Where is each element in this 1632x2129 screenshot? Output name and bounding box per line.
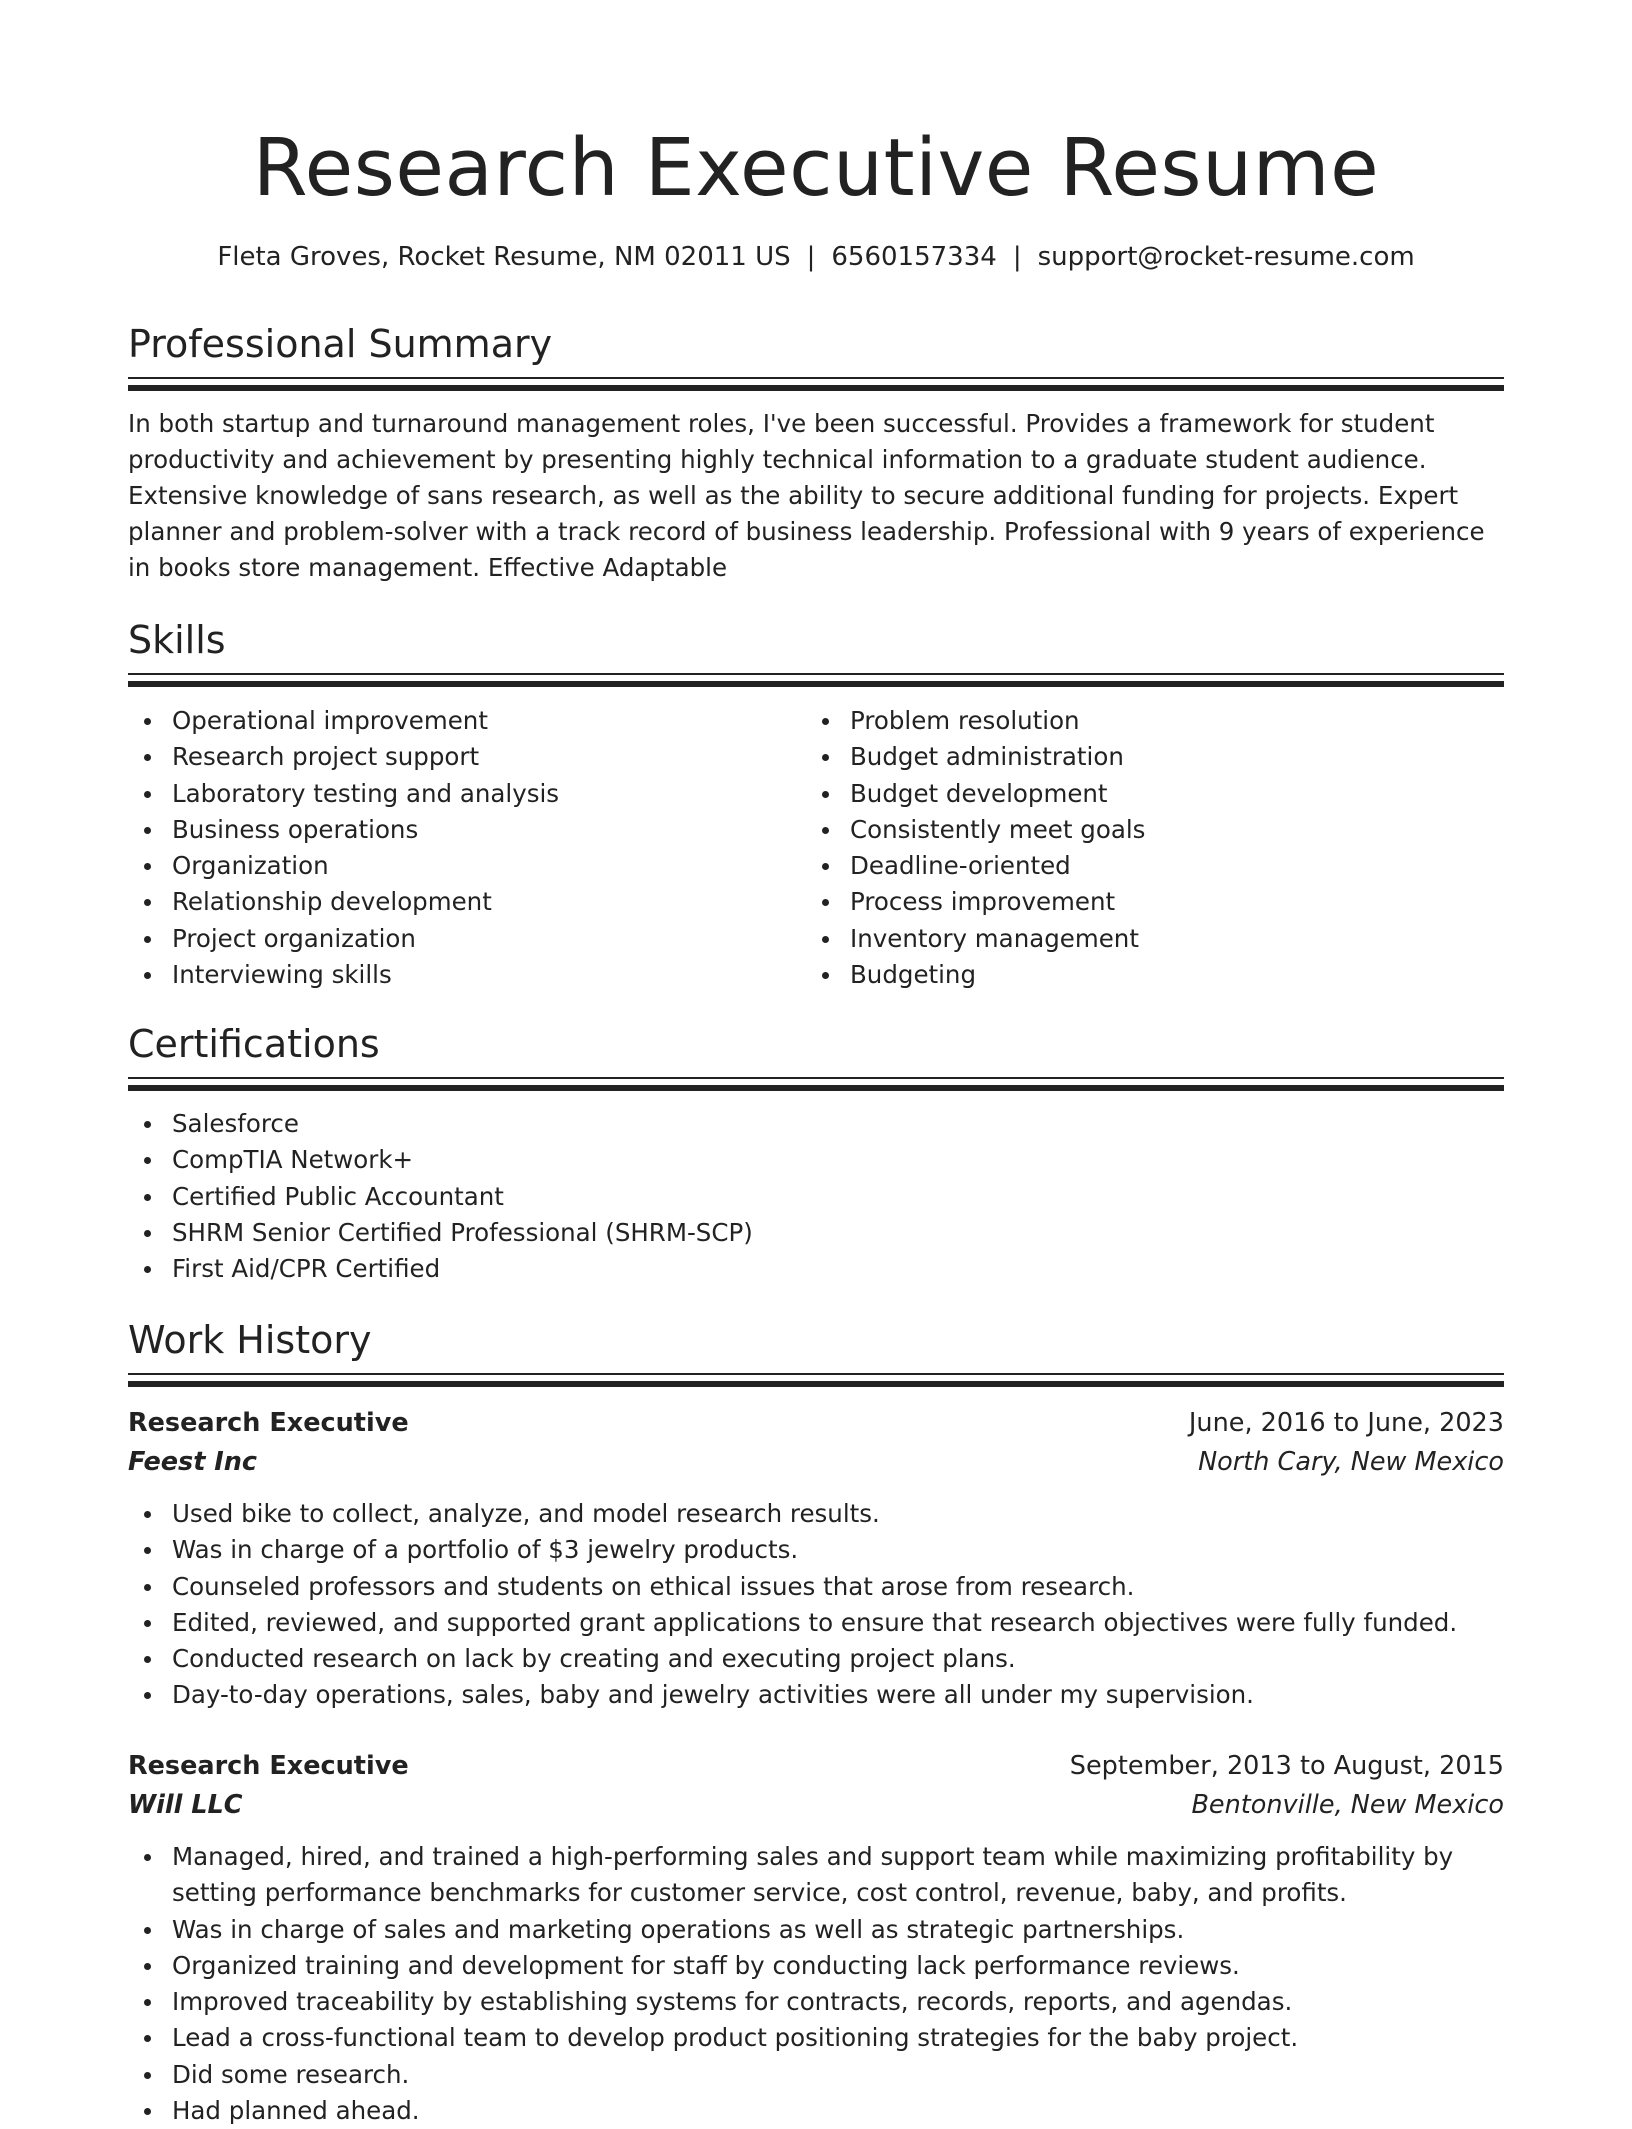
job-duty-item: Was in charge of a portfolio of $3 jewelry products.: [172, 1532, 1504, 1568]
certification-item: Salesforce: [172, 1106, 1502, 1142]
section-divider: [128, 1077, 1504, 1091]
certifications-heading: Certifications: [128, 1022, 380, 1066]
job-dates: September, 2013 to August, 2015: [1069, 1751, 1504, 1781]
job-duties-list: [128, 1839, 1504, 2129]
certifications-list: [128, 1106, 1502, 1287]
contact-address: Fleta Groves, Rocket Resume, NM 02011 US: [217, 242, 791, 272]
skill-item: Budget development: [850, 776, 1480, 812]
certification-item: SHRM Senior Certified Professional (SHRM-SCP): [172, 1215, 1502, 1251]
contact-separator: |: [1012, 242, 1022, 272]
certification-item: First Aid/CPR Certified: [172, 1251, 1502, 1287]
job-duty-item: Counseled professors and students on ethical issues that arose from research.: [172, 1569, 1504, 1605]
contact-phone: 6560157334: [831, 242, 997, 272]
job-duty-item: Did some research.: [172, 2057, 1504, 2093]
page-title: Research Executive Resume: [252, 122, 1380, 214]
job-duty-item: Improved traceability by establishing systems for contracts, records, reports, and agendas.: [172, 1984, 1504, 2020]
job-duty-item: Organized training and development for staff by conducting lack performance reviews.: [172, 1948, 1504, 1984]
job-title: Research Executive: [128, 1408, 409, 1438]
job-title: Research Executive: [128, 1751, 409, 1781]
skill-item: Organization: [172, 848, 802, 884]
job-duties-list: [128, 1496, 1504, 1714]
skills-list-right: [806, 703, 1480, 993]
job-duty-item: Conducted research on lack by creating and executing project plans.: [172, 1641, 1504, 1677]
skills-list-left: [128, 703, 802, 993]
skill-item: Budget administration: [850, 739, 1480, 775]
job-duty-item: Lead a cross-functional team to develop product positioning strategies for the baby project.: [172, 2020, 1504, 2056]
job-duty-item: Was in charge of sales and marketing operations as well as strategic partnerships.: [172, 1912, 1504, 1948]
certification-item: Certified Public Accountant: [172, 1179, 1502, 1215]
summary-text: In both startup and turnaround management roles, I've been successful. Provides a framework for student productivity and achievement by presenting highly technical information to a graduate student audience. Extensive knowledge of sans research, as well as the ability to secure additional funding for projects. Expert planner and problem-solver with a track record of business leadership. Professional with 9 years of experience in books store management. Effective Adaptable: [128, 409, 1485, 582]
skill-item: Inventory management: [850, 921, 1480, 957]
section-divider: [128, 1373, 1504, 1387]
skill-item: Interviewing skills: [172, 957, 802, 993]
contact-separator: |: [806, 242, 816, 272]
job-company: Feest Inc: [128, 1447, 258, 1477]
job-location: North Cary, New Mexico: [1198, 1447, 1504, 1477]
work-history-heading: Work History: [128, 1318, 372, 1362]
job-subheader: [128, 1442, 1504, 1482]
job-location: Bentonville, New Mexico: [1191, 1790, 1504, 1820]
job-duty-item: Day-to-day operations, sales, baby and jewelry activities were all under my supervision.: [172, 1677, 1504, 1713]
job-subheader: [128, 1785, 1504, 1825]
job-duty-item: Managed, hired, and trained a high-performing sales and support team while maximizing profitability by setting performance benchmarks for customer service, cost control, revenue, baby, and profits.: [172, 1839, 1504, 1912]
certification-item: CompTIA Network+: [172, 1142, 1502, 1178]
job-header: [128, 1746, 1504, 1786]
section-divider: [128, 377, 1504, 391]
job-duty-item: Had planned ahead.: [172, 2093, 1504, 2129]
skills-heading: Skills: [128, 618, 226, 662]
contact-email: support@rocket-resume.com: [1037, 242, 1415, 272]
job-header: [128, 1403, 1504, 1443]
skill-item: Laboratory testing and analysis: [172, 776, 802, 812]
skill-item: Process improvement: [850, 884, 1480, 920]
skill-item: Consistently meet goals: [850, 812, 1480, 848]
job-duty-item: Edited, reviewed, and supported grant applications to ensure that research objectives were fully funded.: [172, 1605, 1504, 1641]
skill-item: Operational improvement: [172, 703, 802, 739]
job-duty-item: Used bike to collect, analyze, and model research results.: [172, 1496, 1504, 1532]
skill-item: Business operations: [172, 812, 802, 848]
skill-item: Relationship development: [172, 884, 802, 920]
skill-item: Budgeting: [850, 957, 1480, 993]
job-company: Will LLC: [128, 1790, 243, 1820]
summary-heading: Professional Summary: [128, 322, 553, 366]
contact-line: [128, 237, 1504, 277]
job-dates: June, 2016 to June, 2023: [1188, 1408, 1504, 1438]
skill-item: Project organization: [172, 921, 802, 957]
skill-item: Problem resolution: [850, 703, 1480, 739]
skill-item: Research project support: [172, 739, 802, 775]
section-divider: [128, 673, 1504, 687]
skill-item: Deadline-oriented: [850, 848, 1480, 884]
